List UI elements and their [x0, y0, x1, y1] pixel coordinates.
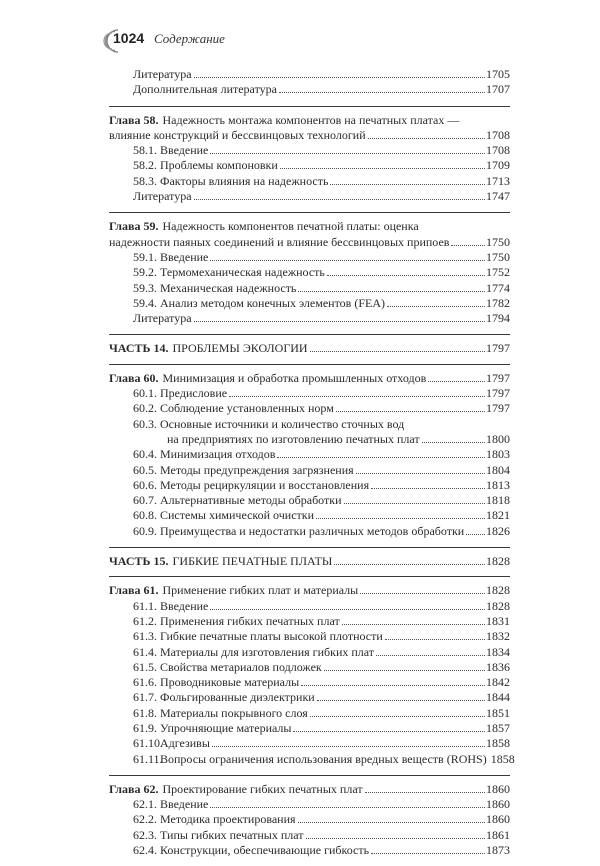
entry-title-wrap — [133, 752, 487, 767]
running-title: Содержание — [154, 31, 225, 46]
dot-leader — [387, 306, 485, 307]
entry-number: 61.8. — [133, 705, 157, 720]
dot-leader — [324, 670, 485, 671]
dot-leader — [360, 593, 485, 594]
chapter-title-row[interactable] — [109, 583, 510, 598]
entry-number: 61.9. — [133, 720, 157, 735]
entry-page: 1750 — [486, 249, 510, 264]
toc-entry[interactable] — [109, 265, 510, 280]
toc-entry[interactable] — [109, 645, 510, 660]
toc-entry[interactable] — [109, 843, 510, 858]
dot-leader — [229, 396, 485, 397]
entry-number: 60.6. — [133, 477, 157, 492]
toc-entry[interactable] — [109, 401, 510, 416]
toc-section — [109, 364, 510, 539]
toc-section — [109, 67, 510, 98]
entry-number: 62.2. — [133, 812, 157, 827]
chapter-label: Глава 58. — [109, 112, 159, 127]
entry-title: Гибкие печатные платы высокой плотности — [160, 629, 383, 644]
chapter-title-row[interactable] — [109, 219, 510, 234]
dot-leader — [316, 518, 485, 519]
entry-page: 1747 — [486, 189, 510, 204]
part-title-wrap — [109, 341, 308, 356]
entry-title-wrap — [133, 797, 208, 812]
entry-title-wrap — [133, 629, 383, 644]
entry-number: 60.2. — [133, 401, 157, 416]
chapter-page: 1828 — [486, 583, 510, 598]
part-title-wrap — [109, 554, 332, 569]
dot-leader — [194, 77, 485, 78]
toc-entry[interactable] — [109, 463, 510, 478]
entry-number: 60.4. — [133, 447, 157, 462]
entry-title: Введение — [160, 143, 209, 158]
toc-entry[interactable] — [109, 690, 510, 705]
entry-title: Проблемы компоновки — [160, 158, 278, 173]
toc-entry[interactable] — [109, 524, 510, 539]
entry-title: Проводниковые материалы — [160, 675, 300, 690]
entry-page: 1709 — [486, 158, 510, 173]
entry-page: 1797 — [486, 386, 510, 401]
entry-title: Альтернативные методы обработки — [160, 493, 342, 508]
toc-entry[interactable] — [109, 189, 510, 204]
entry-page: 1713 — [486, 173, 510, 188]
chapter-title: влияние конструкций и бессвинцовых технологий — [109, 127, 366, 142]
toc-entry[interactable] — [109, 751, 515, 767]
entry-title: Методы предупреждения загрязнения — [160, 462, 354, 477]
entry-page: 1828 — [486, 598, 510, 613]
dot-leader — [376, 655, 485, 656]
chapter-title-row[interactable] — [109, 235, 510, 250]
toc-entry[interactable] — [109, 174, 510, 189]
entry-number: 58.1. — [133, 143, 157, 158]
chapter-title-wrap — [109, 583, 358, 598]
dot-leader — [428, 381, 485, 382]
entry-page: 1860 — [486, 812, 510, 827]
entry-title: Упрочняющие материалы — [160, 720, 292, 735]
dot-leader — [317, 700, 485, 701]
entry-page: 1826 — [486, 523, 510, 538]
dot-leader — [385, 639, 485, 640]
entry-title-wrap — [133, 265, 325, 280]
chapter-title-wrap — [109, 782, 363, 797]
entry-title-wrap — [133, 189, 192, 204]
entry-page: 1861 — [486, 827, 510, 842]
entry-title-wrap — [133, 828, 304, 843]
dot-leader — [310, 716, 485, 717]
dot-leader — [194, 321, 485, 322]
entry-title: Методика проектирования — [160, 812, 296, 827]
toc-entry[interactable] — [109, 386, 510, 401]
page-header — [96, 28, 516, 52]
dot-leader — [212, 746, 485, 747]
entry-title-wrap — [133, 417, 404, 432]
dot-leader — [210, 807, 485, 808]
entry-page: 1708 — [486, 143, 510, 158]
part-row[interactable] — [109, 341, 510, 356]
toc-section — [109, 106, 510, 205]
entry-page: 1782 — [486, 295, 510, 310]
entry-title: Факторы влияния на надежность — [160, 173, 329, 188]
entry-page: 1857 — [486, 720, 510, 735]
entry-title: Введение — [160, 249, 209, 264]
entry-number: 58.3. — [133, 173, 157, 188]
dot-leader — [334, 564, 485, 565]
chapter-title-wrap — [109, 128, 366, 143]
toc-entry[interactable] — [109, 67, 510, 82]
dot-leader — [330, 184, 485, 185]
toc-entry[interactable] — [109, 508, 510, 523]
chapter-title-row[interactable] — [109, 371, 510, 386]
entry-title: Термомеханическая надежность — [160, 265, 325, 280]
entry-page: 1705 — [486, 67, 510, 81]
entry-title-wrap — [133, 281, 296, 296]
toc-entry[interactable] — [109, 82, 510, 97]
entry-title: Применения гибких печатных плат — [160, 613, 340, 628]
entry-title-wrap — [133, 721, 291, 736]
entry-title-wrap — [133, 508, 314, 523]
dot-leader — [327, 275, 485, 276]
entry-title-wrap — [133, 478, 369, 493]
chapter-page: 1708 — [486, 127, 510, 142]
part-page: 1828 — [486, 554, 510, 569]
dot-leader — [356, 473, 485, 474]
chapter-title: надежности паяных соединений и влияние бессвинцовых припоев — [109, 234, 450, 249]
entry-number: 59.3. — [133, 280, 157, 295]
entry-title: Предисловие — [160, 386, 228, 401]
entry-number: 62.3. — [133, 827, 157, 842]
entry-number: 58.2. — [133, 158, 157, 173]
entry-title-wrap — [133, 158, 278, 173]
entry-title: Материалы для изготовления гибких плат — [160, 644, 375, 659]
part-label: ЧАСТЬ 14. — [109, 341, 169, 356]
entry-title: Анализ методом конечных элементов (FEA) — [160, 295, 385, 310]
entry-title: Методы рециркуляции и восстановления — [160, 477, 370, 492]
chapter-label: Глава 59. — [109, 219, 159, 234]
part-title: ГИБКИЕ ПЕЧАТНЫЕ ПЛАТЫ — [172, 554, 333, 569]
dot-leader — [298, 291, 485, 292]
chapter-title-wrap — [109, 371, 426, 386]
part-row[interactable] — [109, 554, 510, 569]
entry-title-wrap — [133, 250, 208, 265]
toc-entry[interactable] — [109, 736, 510, 751]
toc-entry[interactable] — [109, 599, 510, 614]
dot-leader — [365, 792, 485, 793]
entry-number: 61.7. — [133, 690, 157, 705]
chapter-title-wrap — [109, 113, 459, 128]
entry-title-wrap — [133, 660, 322, 675]
entry-page: 1752 — [486, 265, 510, 280]
entry-number: 61.6. — [133, 675, 157, 690]
dot-leader — [368, 138, 485, 139]
entry-number: 60.3. — [133, 416, 157, 431]
entry-title-wrap — [133, 311, 192, 326]
part-heading — [109, 334, 510, 356]
entry-page: 1803 — [486, 447, 510, 462]
toc-entry[interactable] — [109, 812, 510, 827]
entry-number: 60.1. — [133, 386, 157, 401]
entry-title: Минимизация отходов — [160, 447, 276, 462]
chapter-title: Надежность монтажа компонентов на печатных платах — — [162, 112, 460, 127]
entry-number: 61.1. — [133, 598, 157, 613]
entry-page: 1834 — [486, 644, 510, 659]
toc-entry[interactable] — [109, 143, 510, 158]
chapter-title-row[interactable] — [109, 128, 510, 143]
dot-leader — [280, 168, 485, 169]
entry-number: 61.5. — [133, 659, 157, 674]
entry-page: 1851 — [486, 705, 510, 720]
entry-title-wrap — [133, 447, 275, 462]
entry-title-wrap — [133, 843, 369, 858]
toc-entry[interactable] — [109, 281, 510, 296]
chapter-title-row[interactable] — [109, 782, 510, 797]
entry-page: 1813 — [486, 477, 510, 492]
entry-number: 61.10. — [133, 736, 163, 751]
part-title: ПРОБЛЕМЫ ЭКОЛОГИИ — [172, 341, 308, 356]
chapter-title: Проектирование гибких печатных плат — [162, 781, 363, 796]
entry-number: 61.4. — [133, 644, 157, 659]
entry-page: 1707 — [486, 82, 510, 97]
entry-title-wrap — [133, 82, 277, 97]
chapter-label: Глава 60. — [109, 370, 159, 385]
entry-page: 1860 — [486, 797, 510, 812]
chapter-title-wrap — [109, 235, 449, 250]
toc-entry[interactable] — [109, 417, 510, 432]
chapter-page: 1750 — [486, 234, 510, 249]
dot-leader — [210, 609, 485, 610]
entry-title-wrap — [133, 675, 299, 690]
entry-title-wrap — [133, 401, 334, 416]
dot-leader — [466, 534, 485, 535]
entry-page: 1844 — [486, 690, 510, 705]
entry-title: Конструкции, обеспечивающие гибкость — [160, 843, 370, 858]
entry-title-wrap — [133, 493, 342, 508]
chapter-page: 1797 — [486, 370, 510, 385]
toc-section — [109, 775, 510, 858]
entry-title: Преимущества и недостатки различных методов обработки — [160, 523, 465, 538]
entry-page: 1774 — [486, 280, 510, 295]
entry-number: 61.3. — [133, 629, 157, 644]
entry-title: Введение — [160, 598, 209, 613]
entry-title-wrap — [133, 599, 208, 614]
entry-number: 59.2. — [133, 265, 157, 280]
entry-title: Материалы покрывного слоя — [160, 705, 308, 720]
entry-title-wrap — [133, 706, 308, 721]
entry-number: 59.1. — [133, 249, 157, 264]
dot-leader — [310, 351, 485, 352]
entry-title-wrap — [133, 690, 315, 705]
toc-entry[interactable] — [109, 478, 510, 493]
entry-number: 61.11. — [133, 751, 163, 766]
entry-title: Литература — [133, 189, 192, 204]
entry-title-wrap — [133, 174, 328, 189]
entry-title: Соблюдение установленных норм — [160, 401, 334, 416]
part-page: 1797 — [486, 341, 510, 356]
entry-page: 1836 — [486, 659, 510, 674]
toc-section — [109, 576, 515, 767]
entry-number: 62.4. — [133, 843, 157, 858]
entry-title-wrap — [133, 296, 385, 311]
dot-leader — [210, 260, 485, 261]
entry-number: 60.5. — [133, 462, 157, 477]
chapter-title: Минимизация и обработка промышленных отходов — [162, 370, 427, 385]
table-of-contents — [109, 67, 515, 866]
entry-title-wrap — [133, 812, 296, 827]
chapter-title: Надежность компонентов печатной платы: оценка — [162, 219, 419, 234]
entry-page: 1818 — [486, 493, 510, 508]
toc-entry[interactable] — [109, 614, 510, 629]
toc-entry[interactable] — [109, 311, 510, 326]
toc-entry[interactable] — [109, 158, 510, 173]
part-heading — [109, 547, 510, 569]
entry-title-wrap — [133, 386, 227, 401]
entry-title-wrap — [133, 645, 374, 660]
entry-number: 62.1. — [133, 797, 157, 812]
toc-entry[interactable] — [109, 797, 510, 812]
toc-entry[interactable] — [109, 296, 510, 311]
entry-page: 1821 — [486, 508, 510, 523]
entry-title: Введение — [160, 797, 209, 812]
dot-leader — [279, 92, 485, 93]
chapter-label: Глава 61. — [109, 583, 159, 598]
entry-page: 1831 — [486, 613, 510, 628]
entry-page: 1804 — [486, 462, 510, 477]
entry-page: 1800 — [486, 431, 510, 446]
entry-title: Механическая надежность — [160, 280, 297, 295]
dot-leader — [210, 153, 485, 154]
toc-entry[interactable] — [109, 706, 510, 721]
entry-title: Типы гибких печатных плат — [160, 827, 304, 842]
entry-title-wrap — [133, 143, 208, 158]
dot-leader — [342, 624, 485, 625]
part-label: ЧАСТЬ 15. — [109, 554, 169, 569]
dot-leader — [301, 685, 485, 686]
dot-leader — [422, 442, 485, 443]
toc-entry[interactable] — [109, 447, 510, 462]
toc-entry[interactable] — [109, 828, 510, 843]
chapter-title-wrap — [109, 219, 419, 234]
entry-page: 1794 — [486, 311, 510, 326]
entry-title: Вопросы ограничения использования вредных веществ (ROHS) — [160, 751, 487, 766]
entry-page: 1832 — [486, 629, 510, 644]
toc-entry[interactable] — [109, 493, 510, 508]
chapter-page: 1860 — [486, 781, 510, 796]
chapter-title-row[interactable] — [109, 113, 510, 128]
chapter-title: Применение гибких плат и материалы — [162, 583, 359, 598]
entry-number: 60.9. — [133, 523, 157, 538]
entry-title: Основные источники и количество сточных вод — [160, 416, 405, 431]
entry-page: 1797 — [486, 401, 510, 416]
dot-leader — [194, 199, 485, 200]
toc-entry[interactable] — [109, 721, 510, 736]
entry-title: Фольгированные диэлектрики — [160, 690, 315, 705]
entry-title: Дополнительная литература — [133, 82, 277, 97]
entry-title-wrap — [133, 524, 464, 539]
entry-title: Адгезивы — [160, 736, 210, 751]
entry-number: 60.8. — [133, 508, 157, 523]
dot-leader — [371, 488, 485, 489]
entry-page: 1858 — [486, 736, 510, 751]
dot-leader — [451, 245, 485, 246]
chapter-label: Глава 62. — [109, 781, 159, 796]
toc-entry[interactable] — [109, 629, 510, 644]
dot-leader — [293, 731, 485, 732]
entry-title: Свойства метариалов подложек — [160, 659, 322, 674]
entry-title-wrap — [133, 614, 340, 629]
dot-leader — [344, 503, 485, 504]
entry-number: 60.7. — [133, 493, 157, 508]
dot-leader — [336, 411, 485, 412]
page-number: 1024 — [113, 30, 145, 46]
entry-page: 1858 — [490, 751, 515, 766]
toc-entry-continuation[interactable] — [109, 432, 510, 447]
toc-section — [109, 212, 510, 326]
dot-leader — [306, 838, 485, 839]
entry-title: Литература — [133, 311, 192, 326]
entry-title-wrap — [133, 463, 354, 478]
entry-page: 1842 — [486, 675, 510, 690]
entry-title-wrap — [133, 67, 192, 82]
entry-page: 1873 — [486, 843, 510, 858]
toc-entry[interactable] — [109, 250, 510, 265]
entry-title-cont: на предприятиях по изготовлению печатных плат — [167, 431, 420, 446]
entry-number: 59.4. — [133, 295, 157, 310]
dot-leader — [298, 822, 485, 823]
entry-title: Системы химической очистки — [160, 508, 315, 523]
entry-title: Литература — [133, 67, 192, 81]
entry-title-wrap — [133, 736, 210, 751]
toc-entry[interactable] — [109, 660, 510, 675]
entry-number: 61.2. — [133, 613, 157, 628]
dot-leader — [277, 457, 485, 458]
dot-leader — [371, 853, 485, 854]
toc-entry[interactable] — [109, 675, 510, 690]
